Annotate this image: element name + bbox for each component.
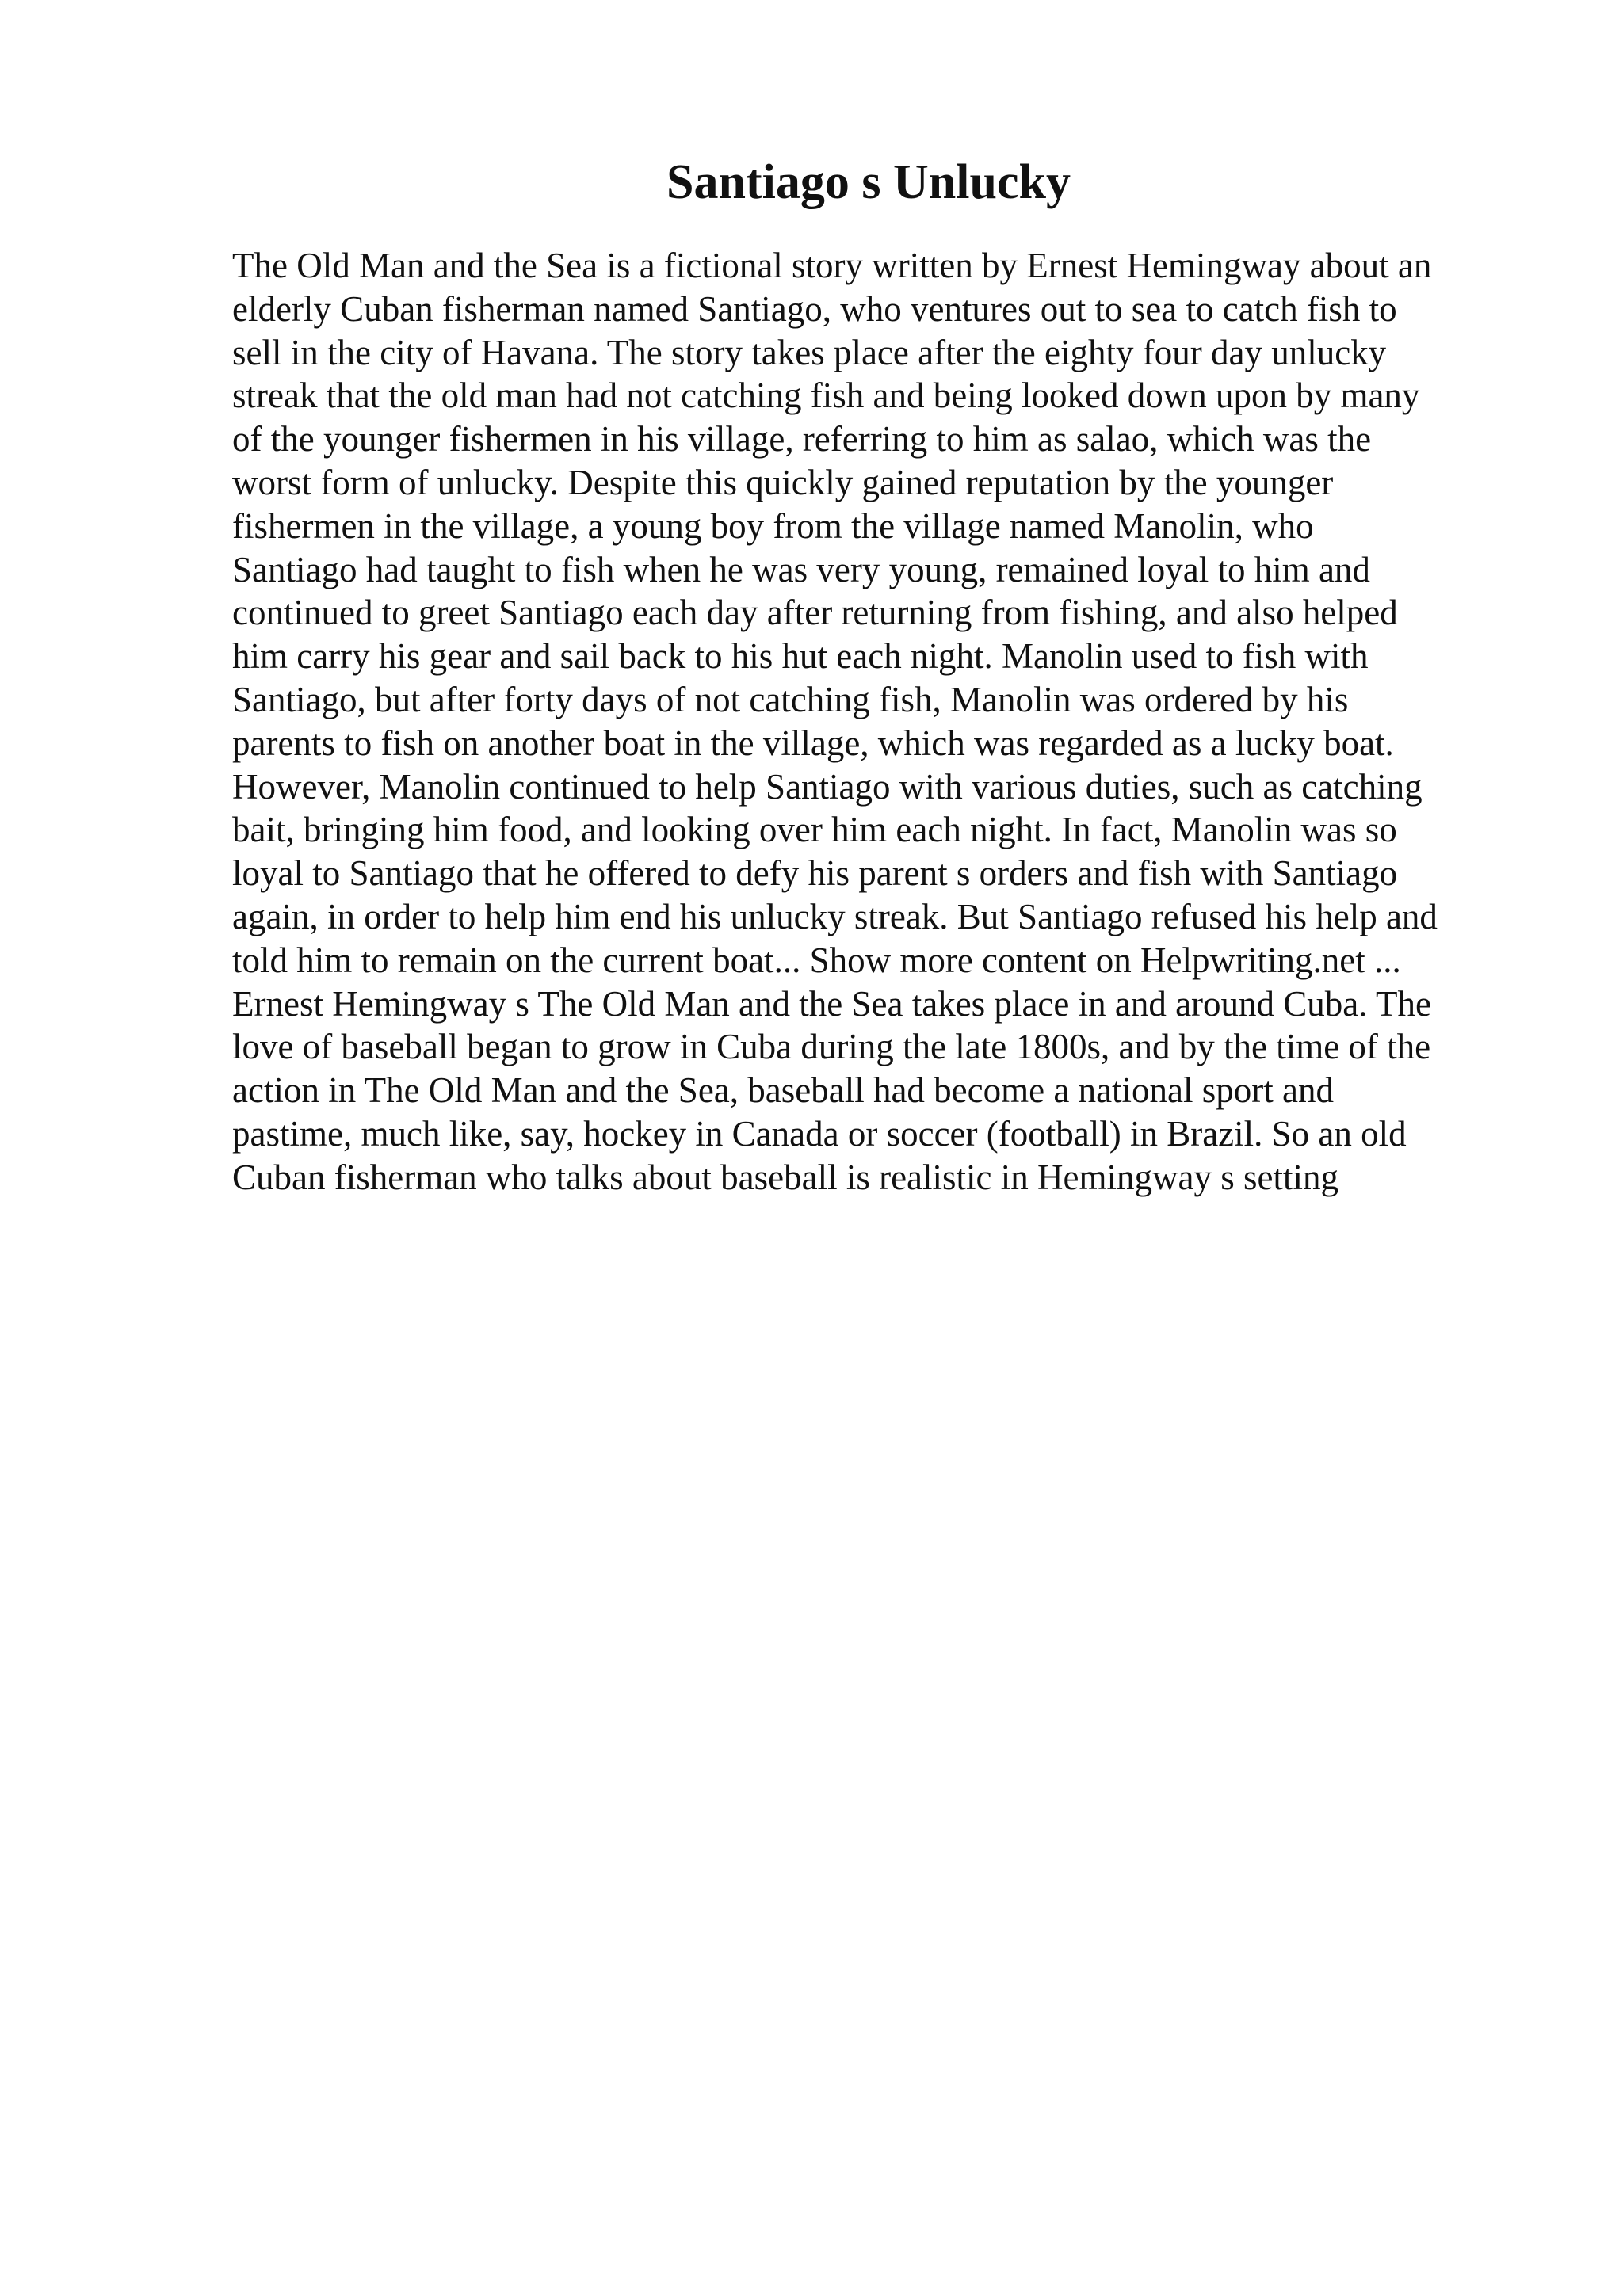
text-line: The Old Man and the Sea is a fictional story written by Ernest Hemingway about an: [232, 246, 1432, 285]
text-line: Santiago had taught to fish when he was very young, remained loyal to him and: [232, 549, 1370, 589]
text-line: pastime, much like, say, hockey in Canada or soccer (football) in Brazil. So an old: [232, 1113, 1407, 1154]
text-line: again, in order to help him end his unlucky streak. But Santiago refused his help and: [232, 896, 1438, 936]
text-line: Ernest Hemingway s The Old Man and the Sea takes place in and around Cuba. The: [232, 983, 1431, 1024]
text-line: told him to remain on the current boat... Show more content on Helpwriting.net ...: [232, 940, 1401, 980]
text-line: fishermen in the village, a young boy from the village named Manolin, who: [232, 505, 1314, 546]
text-line: action in The Old Man and the Sea, baseball had become a national sport and: [232, 1070, 1334, 1111]
page-title: Santiago s Unlucky: [666, 155, 1071, 209]
body-text: [232, 244, 1500, 1199]
text-line: loyal to Santiago that he offered to defy his parent s orders and fish with Santiago: [232, 853, 1398, 894]
text-line: love of baseball began to grow in Cuba during the late 1800s, and by the time of the: [232, 1027, 1431, 1067]
text-line: Cuban fisherman who talks about baseball is realistic in Hemingway s setting: [232, 1157, 1338, 1197]
text-line: parents to fish on another boat in the village, which was regarded as a lucky boat.: [232, 723, 1394, 763]
text-line: streak that the old man had not catching fish and being looked down upon by many: [232, 376, 1420, 416]
text-line: continued to greet Santiago each day after returning from fishing, and also helped: [232, 593, 1398, 633]
text-line: elderly Cuban fisherman named Santiago, who ventures out to sea to catch fish to: [232, 288, 1397, 329]
text-line: bait, bringing him food, and looking over him each night. In fact, Manolin was so: [232, 810, 1397, 850]
text-line: sell in the city of Havana. The story takes place after the eighty four day unlucky: [232, 332, 1387, 372]
text-line: him carry his gear and sail back to his hut each night. Manolin used to fish with: [232, 636, 1369, 677]
text-line: However, Manolin continued to help Santiago with various duties, such as catching: [232, 766, 1423, 807]
text-line: worst form of unlucky. Despite this quickly gained reputation by the younger: [232, 462, 1334, 502]
text-line: of the younger fishermen in his village, referring to him as salao, which was the: [232, 419, 1372, 460]
text-line: Santiago, but after forty days of not catching fish, Manolin was ordered by his: [232, 679, 1349, 719]
